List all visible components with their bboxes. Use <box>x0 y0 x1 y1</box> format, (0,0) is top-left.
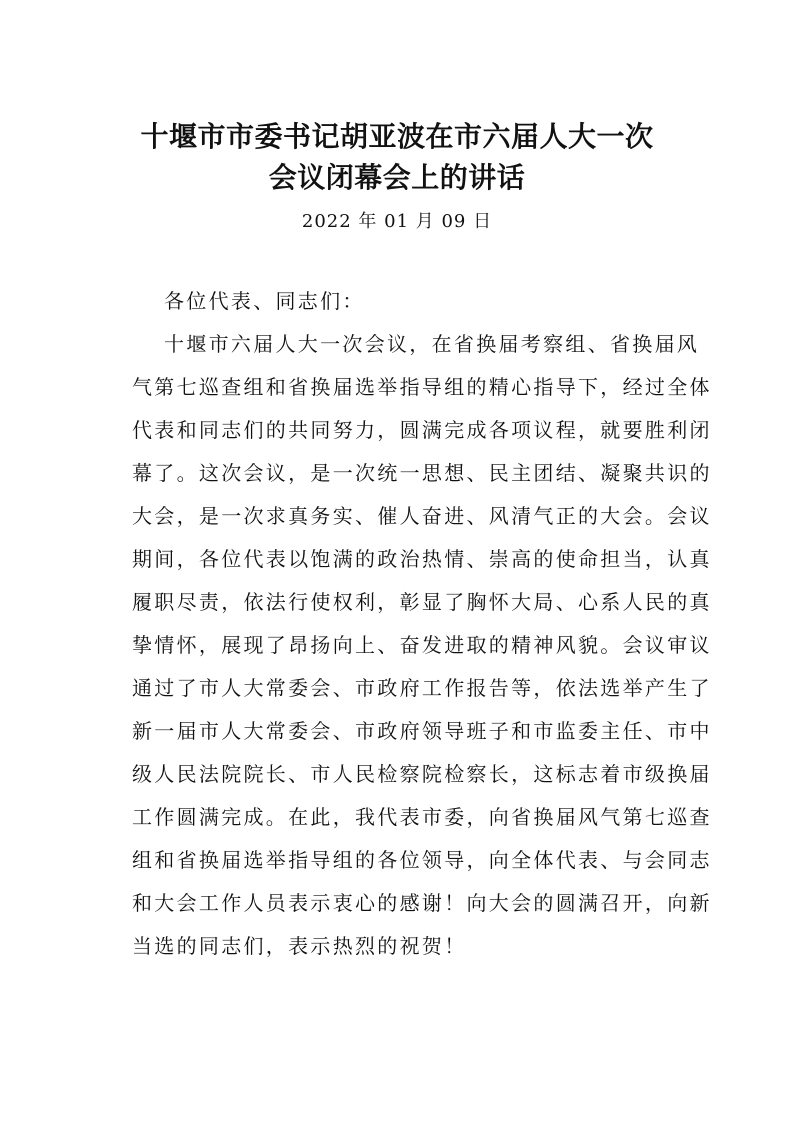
body-line: 大会，是一次求真务实、催人奋进、风清气正的大会。会议 <box>132 504 712 528</box>
body-line: 挚情怀，展现了昂扬向上、奋发进取的精神风貌。会议审议 <box>132 633 712 657</box>
document-title-line-1: 十堰市市委书记胡亚波在市六届人大一次 <box>140 120 654 153</box>
body-line: 履职尽责，依法行使权利，彰显了胸怀大局、心系人民的真 <box>132 590 712 614</box>
body-line: 级人民法院院长、市人民检察院检察长，这标志着市级换届 <box>132 762 712 786</box>
body-line: 气第七巡查组和省换届选举指导组的精心指导下，经过全体 <box>132 375 712 399</box>
document-date: 2022 年 01 月 09 日 <box>301 211 493 232</box>
body-line: 通过了市人大常委会、市政府工作报告等，依法选举产生了 <box>132 676 712 700</box>
salutation: 各位代表、同志们： <box>164 289 365 313</box>
body-line: 组和省换届选举指导组的各位领导，向全体代表、与会同志 <box>132 848 712 872</box>
document-title-line-2: 会议闭幕会上的讲话 <box>268 161 526 194</box>
body-line: 代表和同志们的共同努力，圆满完成各项议程，就要胜利闭 <box>132 418 712 442</box>
body-line: 新一届市人大常委会、市政府领导班子和市监委主任、市中 <box>132 719 712 743</box>
body-line: 和大会工作人员表示衷心的感谢！向大会的圆满召开，向新 <box>132 891 712 915</box>
body-line: 十堰市六届人大一次会议，在省换届考察组、省换届风 <box>164 332 700 356</box>
body-line: 当选的同志们，表示热烈的祝贺！ <box>132 934 467 958</box>
body-line: 工作圆满完成。在此，我代表市委，向省换届风气第七巡查 <box>132 805 712 829</box>
body-line: 期间，各位代表以饱满的政治热情、崇高的使命担当，认真 <box>132 547 712 571</box>
body-line: 幕了。这次会议，是一次统一思想、民主团结、凝聚共识的 <box>132 461 712 485</box>
